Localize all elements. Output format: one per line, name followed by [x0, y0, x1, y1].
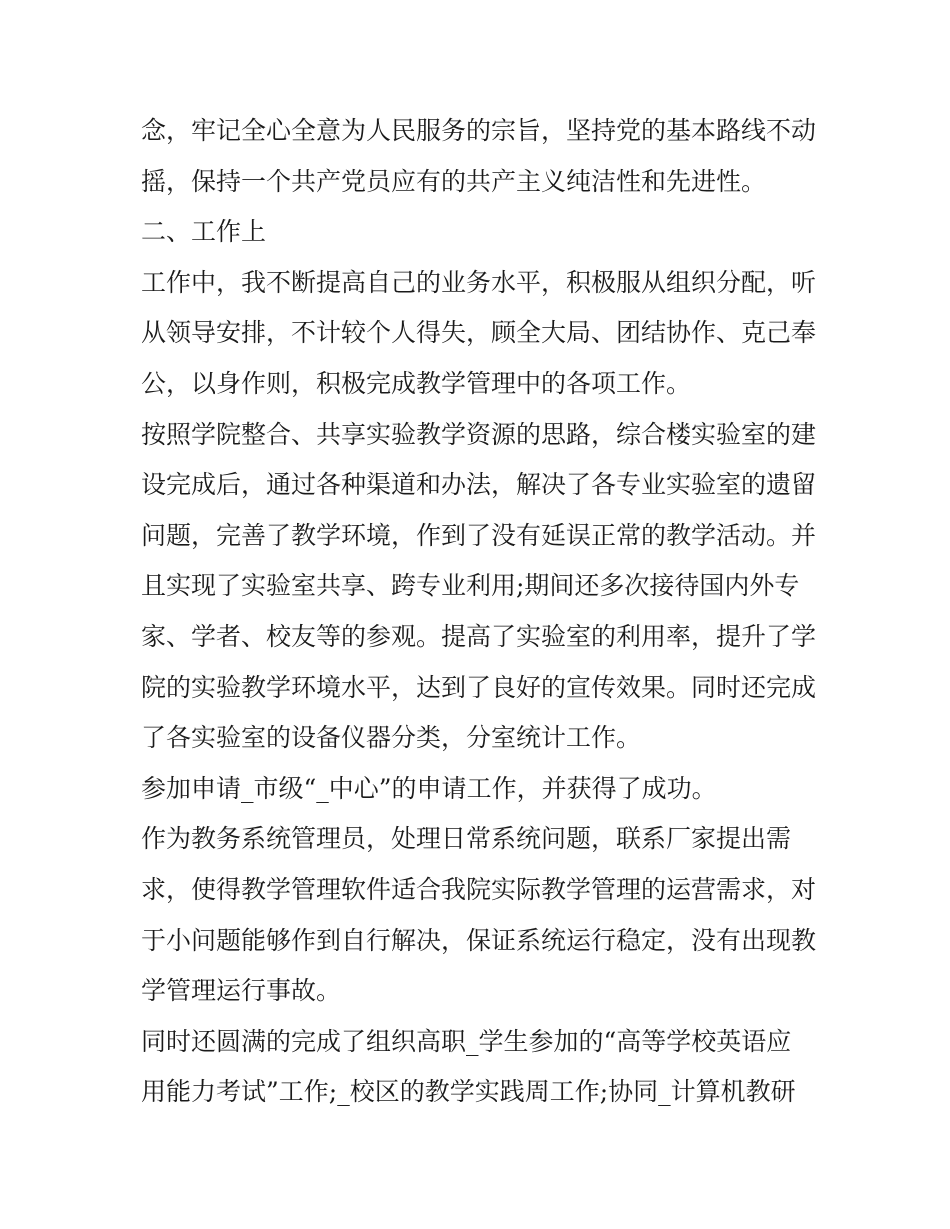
text-line: 用能力考试”工作;_校区的教学实践周工作;协同_计算机教研 — [141, 1077, 796, 1107]
text-line: 于小问题能够作到自行解决，保证系统运行稳定，没有出现教 — [141, 925, 817, 955]
text-line: 学管理运行事故。 — [141, 976, 342, 1006]
text-line: 按照学院整合、共享实验教学资源的思路，综合楼实验室的建 — [141, 419, 817, 449]
text-line: 问题，完善了教学环境，作到了没有延误正常的教学活动。并 — [141, 520, 817, 550]
text-line: 公，以身作则，积极完成教学管理中的各项工作。 — [141, 368, 692, 398]
text-line: 且实现了实验室共享、跨专业利用;期间还多次接待国内外专 — [141, 571, 800, 601]
text-line: 从领导安排，不计较个人得失，顾全大局、团结协作、克己奉 — [141, 318, 817, 348]
text-line: 同时还圆满的完成了组织高职_学生参加的“高等学校英语应 — [141, 1026, 792, 1056]
text-line: 作为教务系统管理员，处理日常系统问题，联系厂家提出需 — [141, 824, 792, 854]
text-line: 院的实验教学环境水平，达到了良好的宣传效果。同时还完成 — [141, 672, 817, 702]
text-line: 念，牢记全心全意为人民服务的宗旨，坚持党的基本路线不动 — [141, 116, 817, 145]
text-line: 工作中，我不断提高自己的业务水平，积极服从组织分配，听 — [141, 267, 817, 297]
text-line: 了各实验室的设备仪器分类，分室统计工作。 — [141, 723, 642, 753]
document-body — [141, 106, 817, 1118]
text-line: 求，使得教学管理软件适合我院实际教学管理的运营需求，对 — [141, 874, 817, 904]
text-line: 家、学者、校友等的参观。提高了实验室的利用率，提升了学 — [141, 621, 817, 651]
text-line: 摇，保持一个共产党员应有的共产主义纯洁性和先进性。 — [141, 166, 767, 196]
section-heading: 二、工作上 — [141, 217, 267, 247]
text-line: 设完成后，通过各种渠道和办法，解决了各专业实验室的遗留 — [141, 470, 817, 500]
text-line: 参加申请_市级“_中心”的申请工作，并获得了成功。 — [141, 773, 717, 803]
